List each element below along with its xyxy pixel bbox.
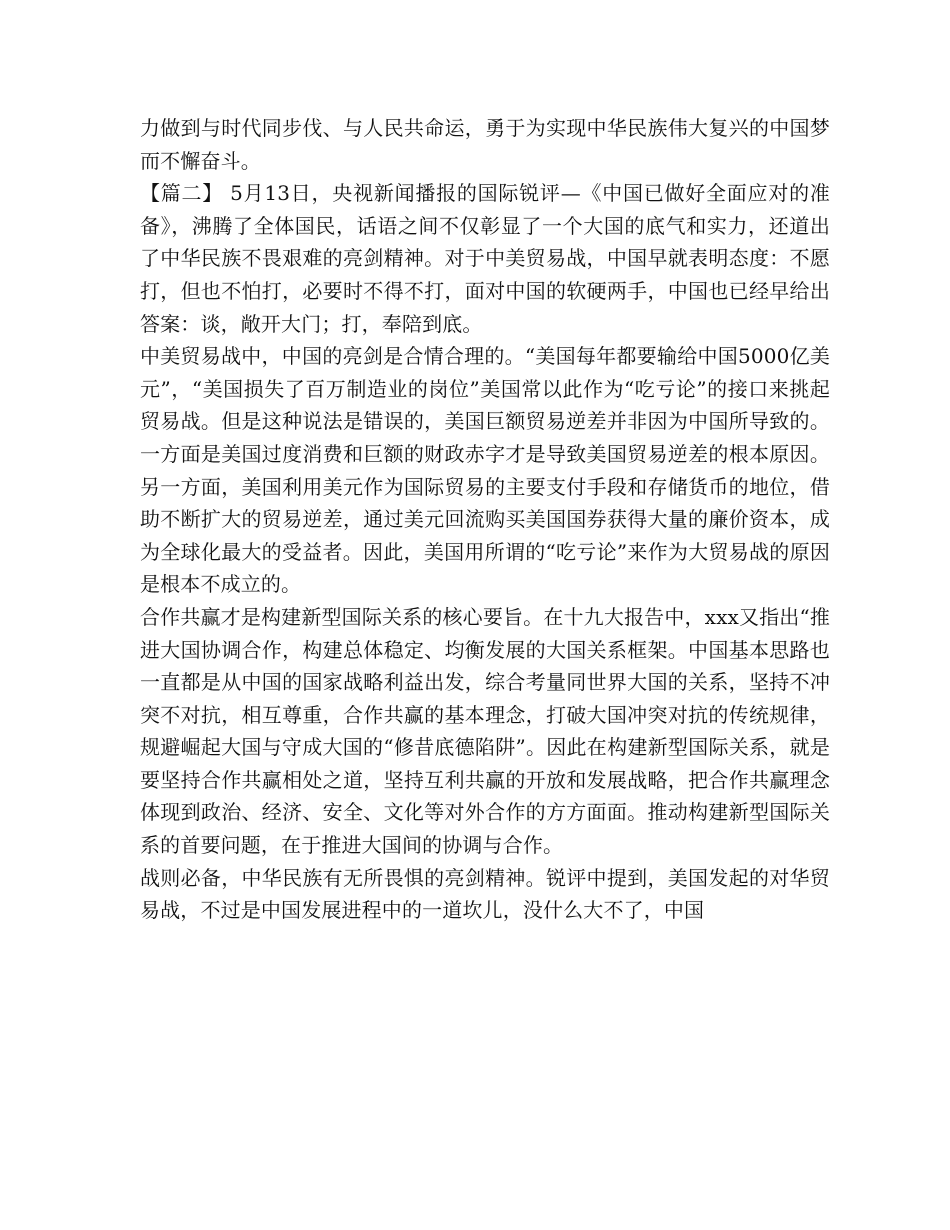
document-body: [140, 112, 830, 927]
paragraph-3: 中美贸易战中，中国的亮剑是合情合理的。“美国每年都要输给中国5000亿美元”，“美国损失了百万制造业的岗位”美国常以此作为“吃亏论”的接口来挑起贸易战。但是这种说法是错误的，美国巨额贸易逆差并非因为中国所导致的。一方面是美国过度消费和巨额的财政赤字才是导致美国贸易逆差的根本原因。另一方面，美国利用美元作为国际贸易的主要支付手段和存储货币的地位，借助不断扩大的贸易逆差，通过美元回流购买美国国券获得大量的廉价资本，成为全球化最大的受益者。因此，美国用所谓的“吃亏论”来作为大贸易战的原因是根本不成立的。: [140, 344, 830, 597]
paragraph-5: 战则必备，中华民族有无所畏惧的亮剑精神。锐评中提到，美国发起的对华贸易战，不过是中国发展进程中的一道坎儿，没什么大不了，中国: [140, 865, 830, 923]
paragraph-4: 合作共赢才是构建新型国际关系的核心要旨。在十九大报告中，xxx又指出“推进大国协调合作，构建总体稳定、均衡发展的大国关系框架。中国基本思路也一直都是从中国的国家战略利益出发，综合考量同世界大国的关系，坚持不冲突不对抗，相互尊重，合作共赢的基本理念，打破大国冲突对抗的传统规律，规避崛起大国与守成大国的“修昔底德陷阱”。因此在构建新型国际关系，就是要坚持合作共赢相处之道，坚持互利共赢的开放和发展战略，把合作共赢理念体现到政治、经济、安全、文化等对外合作的方方面面。推动构建新型国际关系的首要问题，在于推进大国间的协调与合作。: [140, 604, 830, 858]
paragraph-2: 【篇二】 5月13日，央视新闻播报的国际锐评—《中国已做好全面应对的准备》，沸腾了全体国民，话语之间不仅彰显了一个大国的底气和实力，还道出了中华民族不畏艰难的亮剑精神。对于中美贸易战，中国早就表明态度：不愿打，但也不怕打，必要时不得不打，面对中国的软硬两手，中国也已经早给出答案：谈，敞开大门；打，奉陪到底。: [140, 181, 830, 336]
paragraph-1: 力做到与时代同步伐、与人民共命运，勇于为实现中华民族伟大复兴的中国梦而不懈奋斗。: [140, 116, 830, 173]
